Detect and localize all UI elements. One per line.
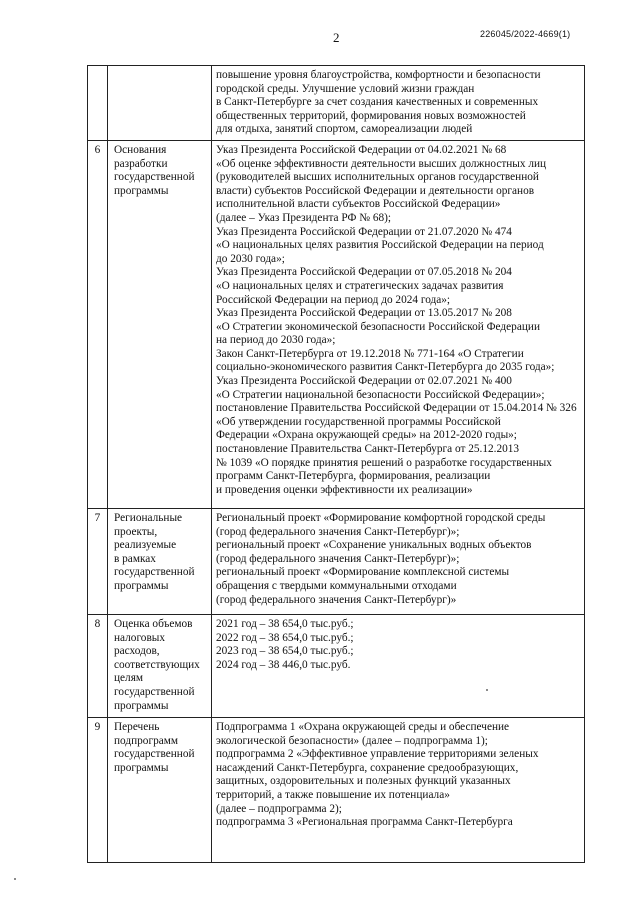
content-line: № 1039 «О порядке принятия решений о разработке государственных (216, 456, 552, 469)
content-line: обращения с твердыми коммунальными отходами (216, 579, 457, 592)
content-line: (далее – Указ Президента РФ № 68); (216, 211, 392, 224)
label-line: реализуемые (114, 539, 177, 552)
table-row (88, 717, 585, 862)
content-line: постановление Правительства Санкт-Петербурга от 25.12.2013 (216, 443, 520, 456)
page-number: 2 (333, 30, 340, 45)
content-line: насаждений Санкт-Петербурга, сохранение средообразующих, (216, 761, 519, 774)
content-line: Региональный проект «Формирование комфортной городской среды (216, 511, 546, 524)
row-label (108, 508, 212, 614)
label-line: государственной (114, 748, 195, 761)
label-line: налоговых (114, 631, 166, 644)
content-line: подпрограмма 3 «Региональная программа Санкт-Петербурга (216, 816, 513, 829)
content-line: подпрограмма 2 «Эффективное управление территориями зеленых (216, 748, 539, 761)
row-number: 8 (88, 614, 108, 717)
content-line: общественных территорий, формирования новых возможностей (216, 109, 526, 122)
label-line: соответствующих (114, 658, 200, 671)
content-line: городской среды. Улучшение условий жизни граждан (216, 82, 475, 95)
content-line: программ Санкт-Петербурга, формирования, реализации (216, 470, 491, 483)
label-line: целям (114, 672, 144, 685)
content-line: (далее – подпрограмма 2); (216, 802, 342, 815)
row-number: 7 (88, 508, 108, 614)
document-id: 226045/2022-4669(1) (480, 29, 571, 39)
label-line: программы (114, 579, 169, 592)
content-line: социально-экономического развития Санкт-Петербурга до 2035 года»; (216, 361, 555, 374)
content-line: региональный проект «Формирование комплексной системы (216, 566, 510, 579)
content-line: исполнительной власти субъектов Российской Федерации» (216, 198, 501, 211)
content-line: власти) субъектов Российской Федерации и деятельности органов (216, 184, 535, 197)
content-line: для отдыха, занятий спортом, самореализации людей (216, 123, 473, 136)
row-label (108, 66, 212, 141)
content-line: 2024 год – 38 446,0 тыс.руб. (216, 658, 351, 671)
content-line: «О Стратегии национальной безопасности Российской Федерации»; (216, 388, 545, 401)
content-line: Указ Президента Российской Федерации от 13.05.2017 № 208 (216, 307, 512, 320)
row-content (212, 717, 585, 862)
content-line: защитных, оздоровительных и полезных функций указанных (216, 775, 511, 788)
content-line: повышение уровня благоустройства, комфортности и безопасности (216, 69, 541, 81)
content-line: Указ Президента Российской Федерации от 21.07.2020 № 474 (216, 225, 512, 238)
row-label (108, 140, 212, 508)
label-line: программы (114, 761, 169, 774)
table-row (88, 508, 585, 614)
label-line: программы (114, 699, 169, 712)
content-line: 2022 год – 38 654,0 тыс.руб.; (216, 631, 354, 644)
label-line: в рамках (114, 552, 156, 565)
content-line: территорий, а также повышение их потенциала» (216, 788, 450, 801)
content-line: (город федерального значения Санкт-Петербург)» (216, 593, 457, 606)
content-line: Подпрограмма 1 «Охрана окружающей среды и обеспечение (216, 720, 510, 733)
content-line: «Об утверждении государственной программы Российской (216, 415, 501, 428)
table-row (88, 66, 585, 141)
label-line: государственной (114, 171, 195, 184)
content-line: «Об оценке эффективности деятельности высших должностных лиц (216, 157, 547, 170)
content-line: 2021 год – 38 654,0 тыс.руб.; (216, 617, 354, 630)
content-line: в Санкт-Петербурге за счет создания качественных и современных (216, 96, 539, 109)
row-content (212, 508, 585, 614)
content-line: «О национальных целях развития Российской Федерации на период (216, 239, 544, 252)
row-content (212, 614, 585, 717)
label-line: Оценка объемов (114, 617, 193, 630)
content-line: региональный проект «Сохранение уникальных водных объектов (216, 539, 532, 552)
content-line: (город федерального значения Санкт-Петербург)»; (216, 552, 460, 565)
label-line: проекты, (114, 525, 158, 538)
row-label (108, 717, 212, 862)
row-number: 9 (88, 717, 108, 862)
row-content (212, 140, 585, 508)
label-line: государственной (114, 685, 195, 698)
content-line: Указ Президента Российской Федерации от 04.02.2021 № 68 (216, 143, 507, 156)
row-content (212, 66, 585, 141)
content-line: (руководителей высших исполнительных органов государственной (216, 171, 539, 184)
content-line: постановление Правительства Российской Федерации от 15.04.2014 № 326 (216, 402, 577, 415)
row-number (88, 66, 108, 141)
content-line: и проведения оценки эффективности их реализации» (216, 483, 473, 496)
content-line: 2023 год – 38 654,0 тыс.руб.; (216, 645, 354, 658)
label-line: Основания (114, 143, 167, 156)
label-line: государственной (114, 566, 195, 579)
content-line: на период до 2030 года»; (216, 334, 336, 347)
passport-table (87, 65, 585, 863)
content-line: Указ Президента Российской Федерации от 02.07.2021 № 400 (216, 375, 512, 388)
content-line: до 2030 года»; (216, 252, 285, 265)
row-number: 6 (88, 140, 108, 508)
scan-speck (14, 878, 16, 880)
table-row (88, 614, 585, 717)
content-line: экологической безопасности» (далее – подпрограмма 1); (216, 734, 488, 747)
label-line: Региональные (114, 511, 183, 524)
content-line: Указ Президента Российской Федерации от 07.05.2018 № 204 (216, 266, 512, 279)
content-line: Российской Федерации на период до 2024 года»; (216, 293, 451, 306)
label-line: программы (114, 184, 169, 197)
content-line: «О Стратегии экономической безопасности Российской Федерации (216, 320, 540, 333)
content-line: Закон Санкт-Петербурга от 19.12.2018 № 771-164 «О Стратегии (216, 347, 524, 360)
label-line: Перечень (114, 720, 160, 733)
label-line: подпрограмм (114, 734, 179, 747)
scan-speck (486, 689, 488, 691)
label-line: расходов, (114, 645, 160, 658)
content-line: «О национальных целях и стратегических задачах развития (216, 279, 504, 292)
row-label (108, 614, 212, 717)
table-row (88, 140, 585, 508)
content-line: (город федерального значения Санкт-Петербург)»; (216, 525, 460, 538)
content-line: Федерации «Охрана окружающей среды» на 2012-2020 годы»; (216, 429, 517, 442)
label-line: разработки (114, 157, 168, 170)
